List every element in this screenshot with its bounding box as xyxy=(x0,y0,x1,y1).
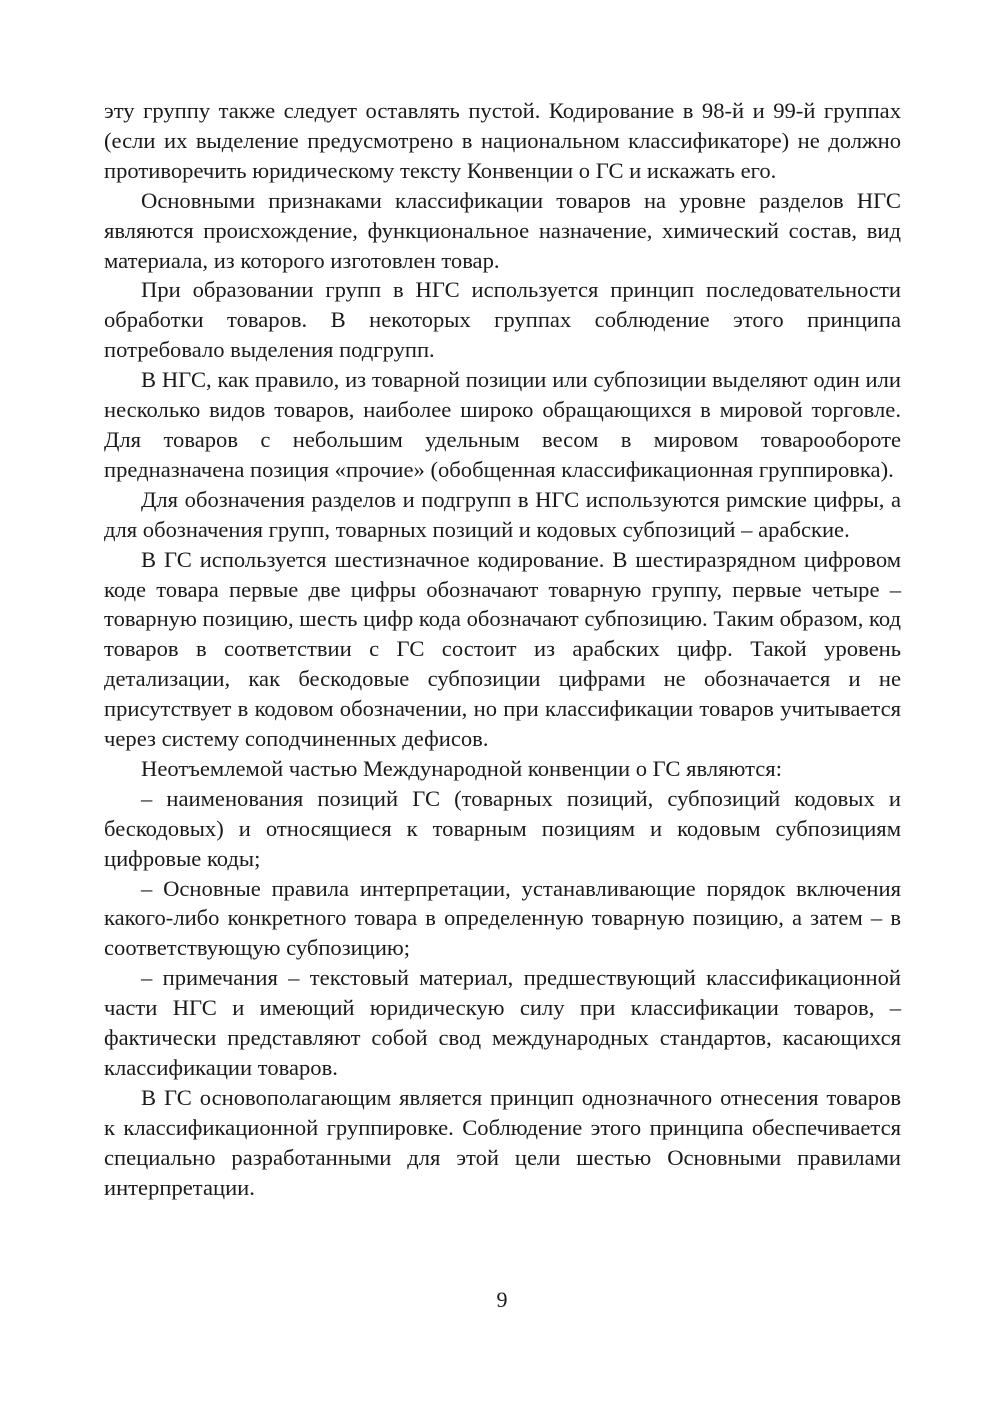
paragraph-product-types: В НГС, как правило, из товарной позиции или субпозиции выделяют один или несколько видов товаров, наиболее широко обращающихся в мировой торговле. Для товаров с небольшим удельным весом в мировом товарообороте предназначена позиция «прочие» (обобщенная классификационная группировка). xyxy=(104,367,901,482)
paragraph-unambiguous-principle: В ГС основополагающим является принцип однозначного отнесения товаров к классификационной группировке. Соблюдение этого принципа обеспечивается специально разработанными для этой цели шестью Основными правилами интерпретации. xyxy=(104,1084,901,1200)
paragraph-six-digit-coding: В ГС используется шестизначное кодирование. В шестиразрядном цифровом коде товара первые две цифры обозначают товарную группу, первые четыре – товарную позицию, шесть цифр кода обозначают субпозицию. Таким образом, код товаров в соответствии с ГС состоит из арабских цифр. Такой уровень детализации, как бескодовые субпозиции цифрами не обозначается и не присутствует в кодовом обозначении, но при классификации товаров учитывается через систему соподчиненных дефисов. xyxy=(104,546,901,752)
paragraph-continuation: эту группу также следует оставлять пустой. Кодирование в 98-й и 99-й группах (если их выделение предусмотрено в национальном классификаторе) не должно противоречить юридическому тексту Конвенции о ГС и искажать его. xyxy=(104,98,901,183)
paragraph-convention-parts-intro: Неотъемлемой частью Международной конвенции о ГС являются: xyxy=(141,755,782,781)
list-item-position-names: – наименования позиций ГС (товарных позиций, субпозиций кодовых и бескодовых) и относящиеся к товарным позициям и кодовым субпозициям цифровые коды; xyxy=(104,785,901,871)
list-item-notes: – примечания – текстовый материал, предшествующий классификационной части НГС и имеющий юридическую силу при классификации товаров, – фактически представляют собой свод международных стандартов, касающихся классификации товаров. xyxy=(104,965,901,1080)
list-item-interpretation-rules: – Основные правила интерпретации, устанавливающие порядок включения какого-либо конкретного товара в определенную товарную позицию, а затем – в соответствующую субпозицию; xyxy=(104,875,901,961)
paragraph-classification-features: Основными признаками классификации товаров на уровне разделов НГС являются происхождение, функциональное назначение, химический состав, вид материала, из которого изготовлен товар. xyxy=(104,187,901,273)
paragraph-group-formation: При образовании групп в НГС используется принцип последовательности обработки товаров. В некоторых группах соблюдение этого принципа потребовало выделения подгрупп. xyxy=(104,277,901,363)
paragraph-numbering: Для обозначения разделов и подгрупп в НГС используются римские цифры, а для обозначения групп, товарных позиций и кодовых субпозиций – арабские. xyxy=(104,486,901,542)
page-number: 9 xyxy=(496,1287,508,1312)
page-body xyxy=(104,96,901,1203)
